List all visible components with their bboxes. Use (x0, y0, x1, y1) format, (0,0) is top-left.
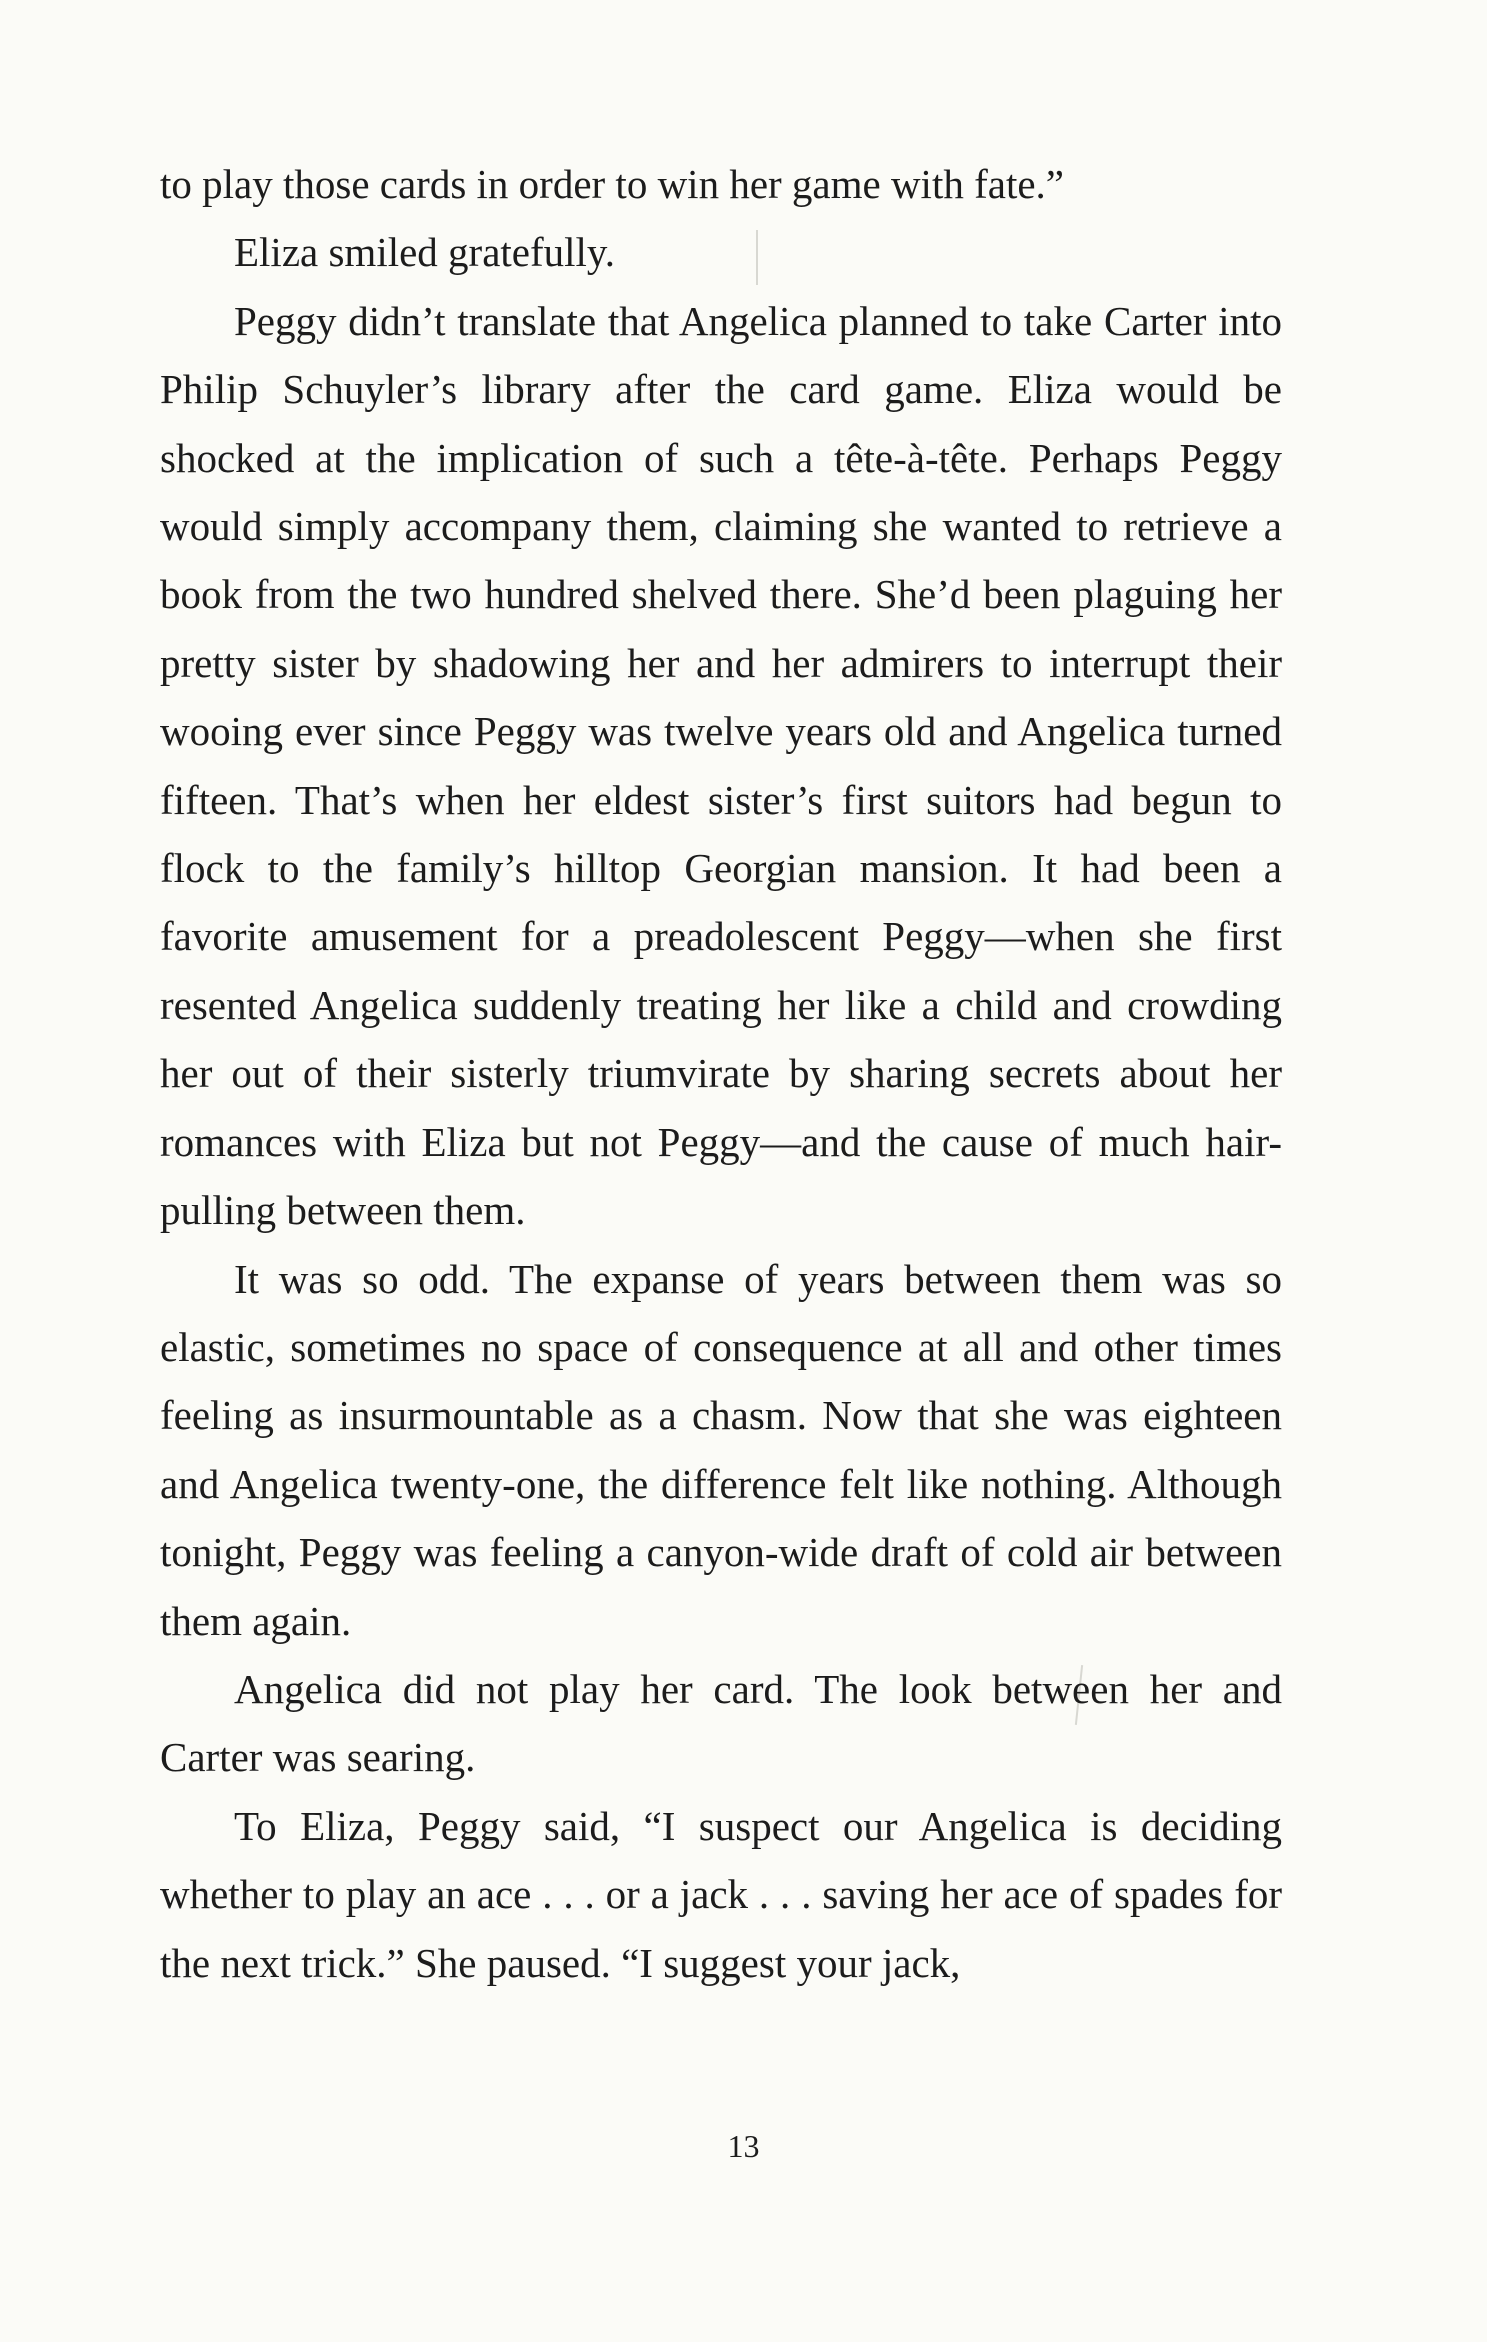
body-text (160, 150, 1282, 1997)
paragraph: Eliza smiled gratefully. (234, 229, 616, 276)
paragraph: Peggy didn’t translate that Angelica planned to take Carter into Philip Schuyler’s library after the card game. Eliza would be shocked at the implication of such a tête-à-tête. Perhaps Peggy would simply accompany them, claiming she wanted to retrieve a book from the two hundred shelved there. She’d been plaguing her pretty sister by shadowing her and her admirers to interrupt their wooing ever since Peggy was twelve years old and Angelica turned fifteen. That’s when her eldest sister’s first suitors had begun to flock to the family’s hilltop Georgian mansion. It had been a favorite amusement for a preadolescent Peggy—when she first resented Angelica suddenly treating her like a child and crowding her out of their sisterly triumvirate by sharing secrets about her romances with Eliza but not Peggy—and the cause of much hair-pulling between them. (160, 297, 1282, 1234)
paragraph: To Eliza, Peggy said, “I suspect our Angelica is deciding whether to play an ace . . . or a jack . . . saving her ace of spades for the next trick.” She paused. “I suggest your jack, (160, 1802, 1282, 1986)
paragraph: to play those cards in order to win her game with fate.” (160, 161, 1064, 207)
page-number: 13 (727, 2128, 760, 2164)
paragraph: It was so odd. The expanse of years between them was so elastic, sometimes no space of consequence at all and other times feeling as insurmountable as a chasm. Now that she was eighteen and Angelica twenty-one, the difference felt like nothing. Although tonight, Peggy was feeling a canyon-wide draft of cold air between them again. (160, 1255, 1282, 1644)
paragraph: Angelica did not play her card. The look between her and Carter was searing. (160, 1665, 1282, 1781)
